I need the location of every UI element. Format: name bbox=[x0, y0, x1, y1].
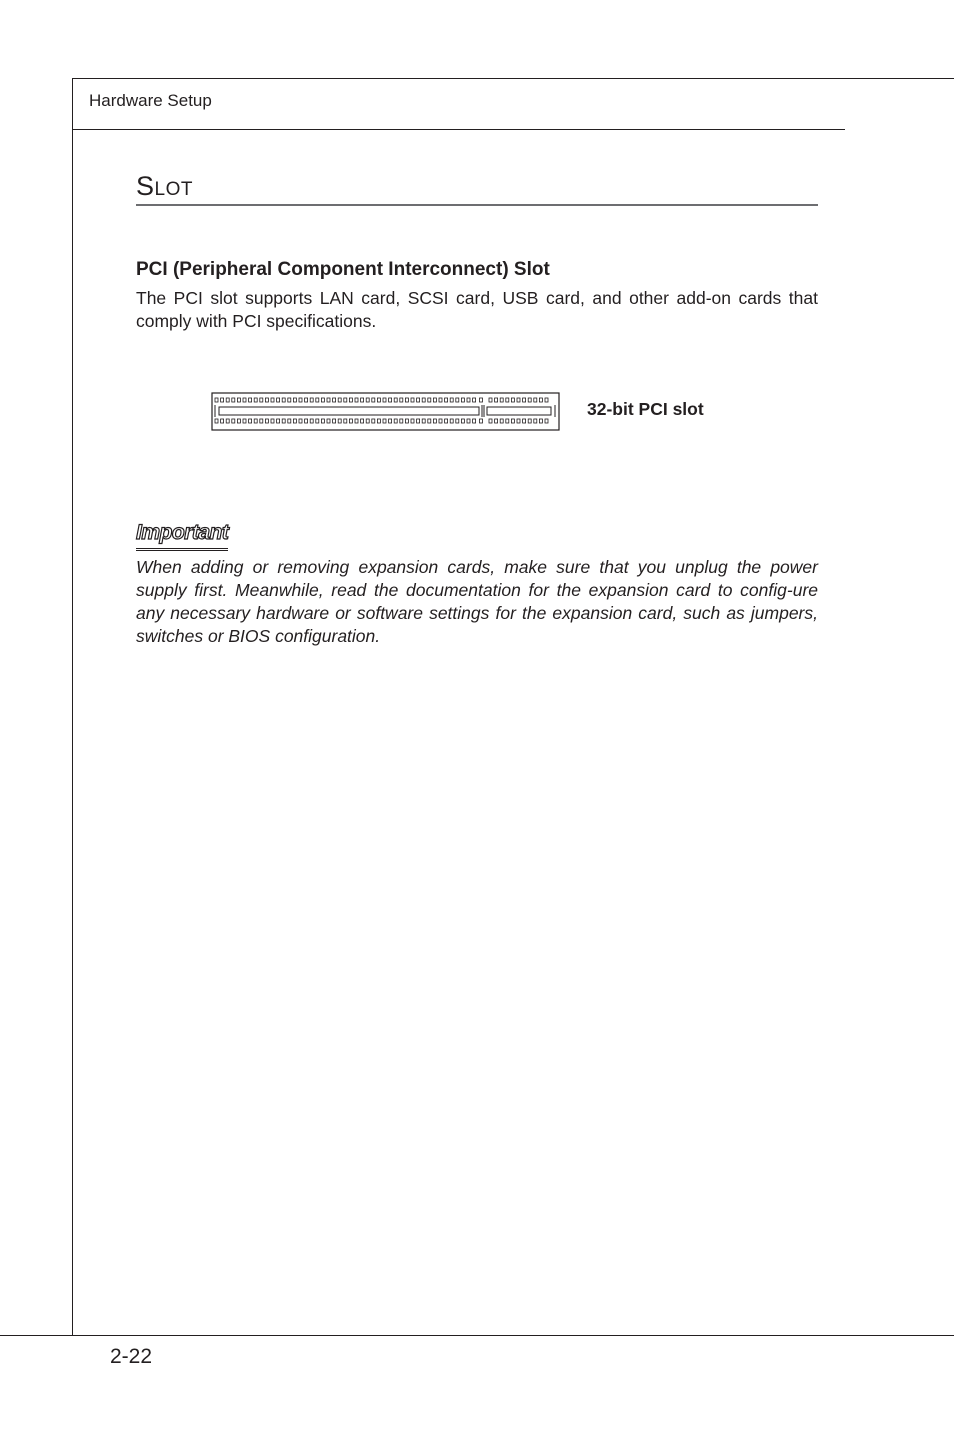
slot-pin bbox=[271, 398, 274, 402]
slot-pin bbox=[221, 398, 224, 402]
slot-pin bbox=[450, 398, 453, 402]
slot-pin bbox=[400, 398, 403, 402]
slot-pin bbox=[534, 419, 537, 423]
slot-pin bbox=[215, 398, 218, 402]
running-header: Hardware Setup bbox=[89, 91, 212, 110]
header-bottom-rule bbox=[72, 129, 845, 130]
slot-pin bbox=[383, 419, 386, 423]
page-frame-left-rule bbox=[72, 78, 73, 1335]
slot-pin bbox=[372, 398, 375, 402]
slot-pin bbox=[361, 398, 364, 402]
slot-pin bbox=[361, 419, 364, 423]
slot-pin bbox=[226, 419, 229, 423]
section-title bbox=[136, 171, 193, 202]
slot-pin bbox=[422, 419, 425, 423]
slot-pin bbox=[433, 419, 436, 423]
slot-pin bbox=[349, 419, 352, 423]
slot-pin bbox=[445, 398, 448, 402]
slot-pin bbox=[506, 419, 509, 423]
slot-pin bbox=[473, 419, 476, 423]
slot-pin bbox=[411, 419, 414, 423]
slot-pin bbox=[428, 398, 431, 402]
slot-pin bbox=[405, 419, 408, 423]
slot-pin bbox=[321, 398, 324, 402]
slot-pin bbox=[327, 419, 330, 423]
slot-pin bbox=[506, 398, 509, 402]
pci-slot-caption: 32-bit PCI slot bbox=[587, 399, 704, 419]
slot-pin bbox=[500, 398, 503, 402]
slot-pin bbox=[277, 398, 280, 402]
footer-rule bbox=[0, 1335, 954, 1336]
slot-pin bbox=[511, 419, 514, 423]
important-label: Important bbox=[136, 520, 228, 551]
slot-pin bbox=[282, 398, 285, 402]
slot-pin bbox=[523, 419, 526, 423]
slot-pin bbox=[394, 419, 397, 423]
slot-pin bbox=[237, 398, 240, 402]
slot-pin bbox=[243, 398, 246, 402]
slot-pin bbox=[517, 419, 520, 423]
slot-pin bbox=[528, 398, 531, 402]
slot-pin bbox=[215, 419, 218, 423]
pci-slot-illustration bbox=[211, 392, 561, 432]
slot-pin bbox=[249, 419, 252, 423]
slot-pin bbox=[232, 419, 235, 423]
slot-pin bbox=[333, 419, 336, 423]
slot-pin bbox=[338, 398, 341, 402]
slot-pin bbox=[299, 419, 302, 423]
slot-pin bbox=[511, 398, 514, 402]
slot-pin bbox=[355, 398, 358, 402]
slot-pin bbox=[405, 398, 408, 402]
slot-pin bbox=[456, 419, 459, 423]
slot-pin bbox=[316, 398, 319, 402]
slot-pin bbox=[439, 398, 442, 402]
slot-pin bbox=[394, 398, 397, 402]
slot-pin bbox=[327, 398, 330, 402]
slot-pin bbox=[450, 419, 453, 423]
slot-pin bbox=[349, 398, 352, 402]
slot-pin bbox=[428, 419, 431, 423]
slot-pin bbox=[226, 398, 229, 402]
pci-heading: PCI (Peripheral Component Interconnect) Slot bbox=[136, 259, 550, 280]
slot-pin bbox=[422, 398, 425, 402]
slot-pin bbox=[293, 398, 296, 402]
slot-pin bbox=[260, 398, 263, 402]
slot-pin bbox=[305, 398, 308, 402]
slot-pin bbox=[377, 419, 380, 423]
slot-pin bbox=[461, 398, 464, 402]
slot-pin bbox=[545, 398, 548, 402]
slot-pin bbox=[517, 398, 520, 402]
slot-pin bbox=[310, 419, 313, 423]
slot-pin bbox=[282, 419, 285, 423]
page-frame-top-rule bbox=[72, 78, 954, 79]
slot-pin bbox=[445, 419, 448, 423]
section-title-rule bbox=[136, 204, 818, 206]
slot-pin bbox=[539, 398, 542, 402]
slot-pin bbox=[243, 419, 246, 423]
slot-pin bbox=[271, 419, 274, 423]
slot-pin bbox=[316, 419, 319, 423]
slot-pin bbox=[221, 419, 224, 423]
slot-pin bbox=[473, 398, 476, 402]
slot-pin bbox=[344, 419, 347, 423]
slot-pin bbox=[288, 398, 291, 402]
slot-pin bbox=[389, 398, 392, 402]
slot-pin bbox=[372, 419, 375, 423]
slot-pin bbox=[260, 419, 263, 423]
page-number: 2-22 bbox=[110, 1345, 153, 1368]
slot-pin bbox=[293, 419, 296, 423]
slot-pin bbox=[467, 419, 470, 423]
slot-pin bbox=[400, 419, 403, 423]
slot-pin bbox=[467, 398, 470, 402]
slot-pin bbox=[500, 419, 503, 423]
slot-pin bbox=[389, 419, 392, 423]
slot-pin bbox=[411, 398, 414, 402]
slot-pin bbox=[480, 398, 483, 402]
slot-pin bbox=[254, 398, 257, 402]
slot-pin bbox=[383, 398, 386, 402]
slot-pin bbox=[265, 419, 268, 423]
slot-pin bbox=[265, 398, 268, 402]
section-title-initial: S bbox=[136, 171, 155, 201]
slot-pin bbox=[534, 398, 537, 402]
slot-pin bbox=[321, 419, 324, 423]
slot-pin bbox=[310, 398, 313, 402]
slot-pin bbox=[299, 398, 302, 402]
slot-pin bbox=[539, 419, 542, 423]
slot-pin bbox=[254, 419, 257, 423]
slot-pin bbox=[305, 419, 308, 423]
slot-pin bbox=[338, 419, 341, 423]
slot-pin bbox=[277, 419, 280, 423]
pci-description: The PCI slot supports LAN card, SCSI card, USB card, and other add-on cards that comply with PCI specifications. bbox=[136, 288, 818, 331]
slot-pin bbox=[461, 419, 464, 423]
slot-pin bbox=[489, 398, 492, 402]
slot-pin bbox=[545, 419, 548, 423]
slot-pin bbox=[366, 398, 369, 402]
slot-pin bbox=[344, 398, 347, 402]
slot-pin bbox=[417, 398, 420, 402]
section-title-rest: LOT bbox=[154, 179, 193, 200]
slot-pin bbox=[417, 419, 420, 423]
slot-pin bbox=[523, 398, 526, 402]
slot-pin bbox=[232, 398, 235, 402]
important-note-text: When adding or removing expansion cards, make sure that you unplug the power supply first. Meanwhile, read the documentation for the expansion card to config-ure any necessary hardware or software settings for the expansion card, such as jumpers, switches or BIOS configuration. bbox=[136, 557, 818, 646]
slot-pin bbox=[237, 419, 240, 423]
slot-pin bbox=[495, 419, 498, 423]
slot-pin bbox=[355, 419, 358, 423]
slot-pin bbox=[249, 398, 252, 402]
slot-pin bbox=[495, 398, 498, 402]
slot-pin bbox=[489, 419, 492, 423]
slot-pin bbox=[288, 419, 291, 423]
slot-pin bbox=[333, 398, 336, 402]
slot-pin bbox=[528, 419, 531, 423]
slot-pin bbox=[366, 419, 369, 423]
slot-pin bbox=[439, 419, 442, 423]
slot-pin bbox=[377, 398, 380, 402]
slot-pin bbox=[456, 398, 459, 402]
slot-pin bbox=[480, 419, 483, 423]
slot-pin bbox=[433, 398, 436, 402]
